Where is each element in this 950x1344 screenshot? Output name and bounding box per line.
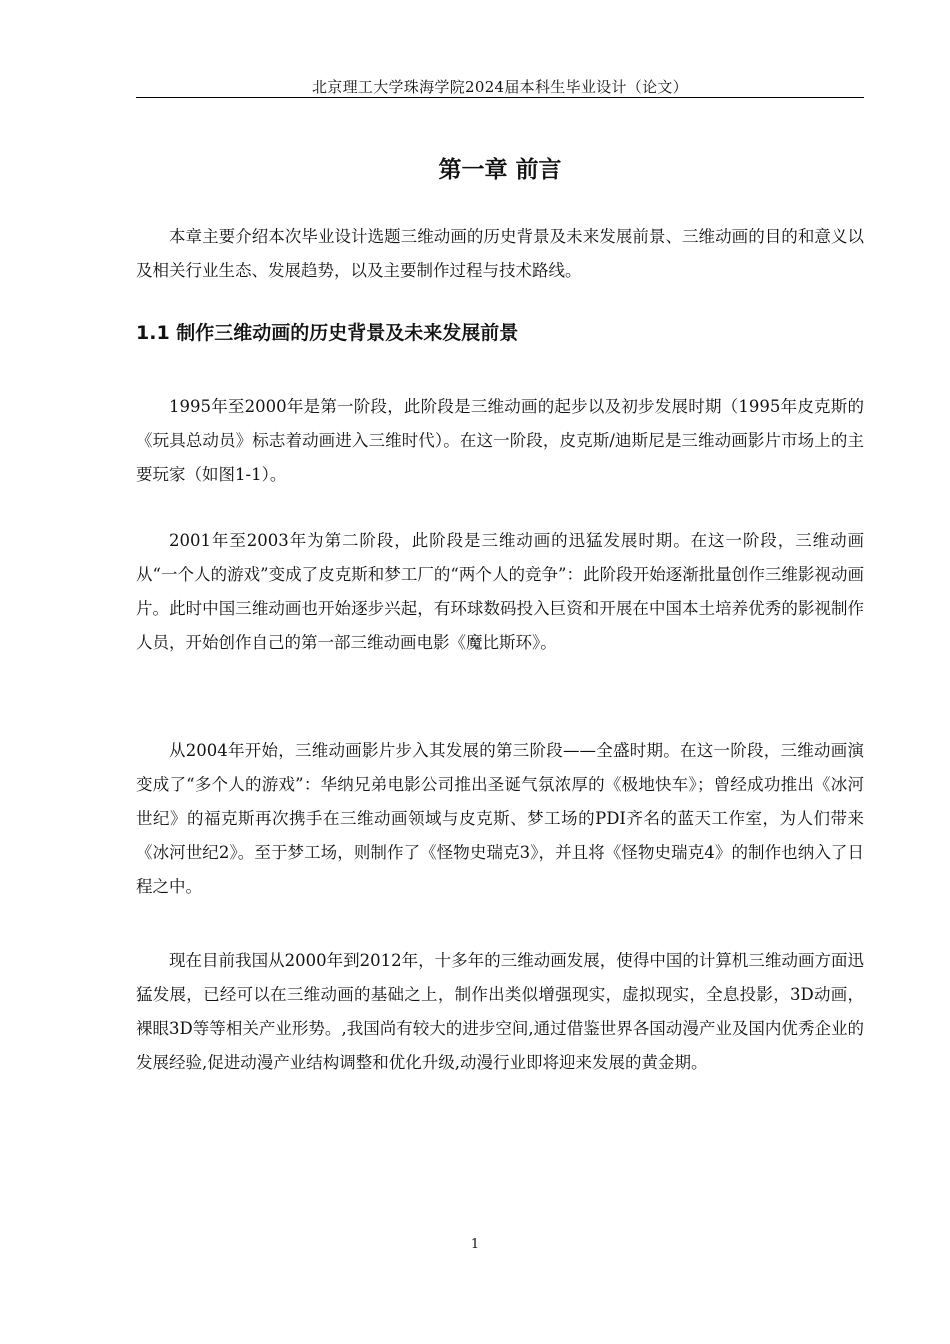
body-paragraph: 从2004年开始，三维动画影片步入其发展的第三阶段——全盛时期。在这一阶段，三维动画演变成了“多个人的游戏”：华纳兄弟电影公司推出圣诞气氛浓厚的《极地快车》；曾经成功推出《冰河世纪》的福克斯再次携手在三维动画领域与皮克斯、梦工场的PDI齐名的蓝天工作室，为人们带来《冰河世纪2》。至于梦工场，则制作了《怪物史瑞克3》，并且将《怪物史瑞克4》的制作也纳入了日程之中。	[136, 741, 864, 896]
chapter-intro-paragraph: 本章主要介绍本次毕业设计选题三维动画的历史背景及未来发展前景、三维动画的目的和意义以及相关行业生态、发展趋势，以及主要制作过程与技术路线。	[136, 227, 864, 280]
page-number: 1	[470, 1237, 480, 1252]
body-paragraph: 现在目前我国从2000年到2012年，十多年的三维动画发展，使得中国的计算机三维动画方面迅猛发展，已经可以在三维动画的基础之上，制作出类似增强现实，虚拟现实，全息投影，3D动画，裸眼3D等等相关产业形势。,我国尚有较大的进步空间,通过借鉴世界各国动漫产业及国内优秀企业的发展经验,促进动漫产业结构调整和优化升级,动漫行业即将迎来发展的黄金期。	[136, 951, 864, 1072]
body-paragraph: 1995年至2000年是第一阶段，此阶段是三维动画的起步以及初步发展时期（1995年皮克斯的《玩具总动员》标志着动画进入三维时代）。在这一阶段，皮克斯/迪斯尼是三维动画影片市场上的主要玩家（如图1-1）。	[136, 397, 864, 484]
page-header: 北京理工大学珠海学院2024届本科生毕业设计（论文）	[312, 78, 688, 96]
chapter-title: 第一章 前言	[438, 157, 562, 183]
body-paragraph: 2001年至2003年为第二阶段，此阶段是三维动画的迅猛发展时期。在这一阶段，三维动画从“一个人的游戏”变成了皮克斯和梦工厂的“两个人的竞争”：此阶段开始逐渐批量创作三维影视动画片。此时中国三维动画也开始逐步兴起，有环球数码投入巨资和开展在中国本土培养优秀的影视制作人员，开始创作自己的第一部三维动画电影《魔比斯环》。	[136, 531, 864, 652]
header-divider	[136, 97, 864, 98]
section-title: 1.1 制作三维动画的历史背景及未来发展前景	[136, 322, 519, 344]
